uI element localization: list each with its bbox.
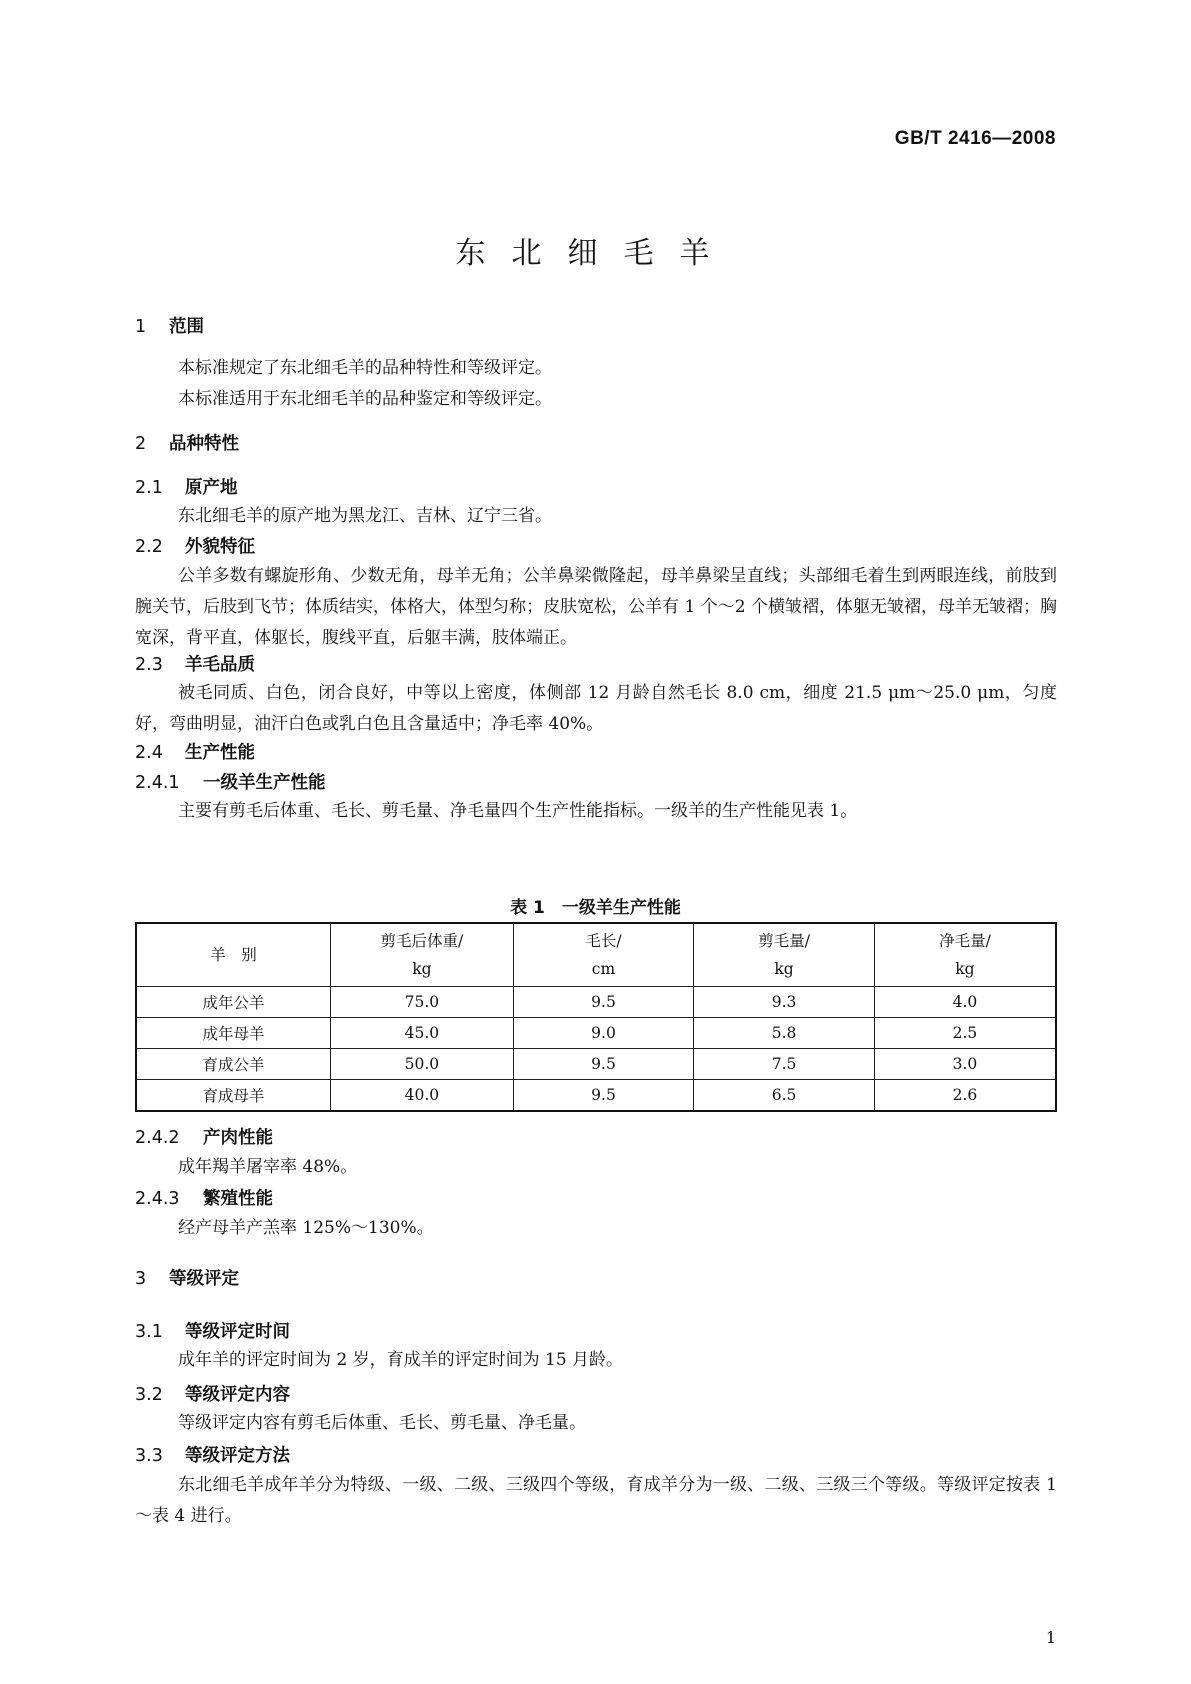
paragraph: 主要有剪毛后体重、毛长、剪毛量、净毛量四个生产性能指标。一级羊的生产性能见表 1。 xyxy=(178,801,858,821)
section-title: 原产地 xyxy=(185,478,238,498)
table-cell: 2.5 xyxy=(874,1018,1056,1049)
table-cell: 9.5 xyxy=(513,987,694,1018)
section-title: 等级评定内容 xyxy=(185,1385,290,1405)
table-cell: 3.0 xyxy=(874,1049,1056,1080)
section-2-4-2-heading xyxy=(135,1124,273,1149)
table-cell: 9.0 xyxy=(513,1018,694,1049)
page-number: 1 xyxy=(1045,1628,1056,1647)
section-number: 2 xyxy=(135,434,147,454)
table-cell: 6.5 xyxy=(694,1080,875,1112)
section-title: 范围 xyxy=(169,317,204,337)
paragraph: 成年羊的评定时间为 2 岁，育成羊的评定时间为 15 月龄。 xyxy=(178,1350,624,1370)
table-cell: 育成母羊 xyxy=(136,1080,331,1112)
section-number: 2.4.2 xyxy=(135,1128,180,1148)
section-title: 繁殖性能 xyxy=(203,1189,273,1209)
table-cell: 4.0 xyxy=(874,987,1056,1018)
table-cell: 7.5 xyxy=(694,1049,875,1080)
section-number: 2.2 xyxy=(135,537,163,557)
document-title: 东北细毛羊 xyxy=(455,236,736,271)
section-title: 品种特性 xyxy=(169,434,239,454)
section-2-4-heading xyxy=(135,739,255,764)
table-cell: 50.0 xyxy=(331,1049,514,1080)
table-caption: 表 1 一级羊生产性能 xyxy=(510,898,681,918)
paragraph: 成年羯羊屠宰率 48%。 xyxy=(178,1157,358,1177)
table-cell: 9.5 xyxy=(513,1049,694,1080)
section-number: 2.4.3 xyxy=(135,1189,180,1209)
table-row xyxy=(136,1080,1056,1112)
table-cell: 成年公羊 xyxy=(136,987,331,1018)
table-row xyxy=(136,1018,1056,1049)
section-number: 3.1 xyxy=(135,1322,163,1342)
table-cell: 育成公羊 xyxy=(136,1049,331,1080)
section-2-2-heading xyxy=(135,533,255,558)
header-cell: 羊 别 xyxy=(136,923,331,987)
section-3-3-heading xyxy=(135,1442,290,1467)
section-number: 3.2 xyxy=(135,1385,163,1405)
header-cell: 剪毛量/ kg xyxy=(694,923,875,987)
paragraph: 经产母羊产羔率 125%～130%。 xyxy=(178,1218,434,1238)
section-number: 2.4.1 xyxy=(135,773,180,793)
paragraph: 等级评定内容有剪毛后体重、毛长、剪毛量、净毛量。 xyxy=(178,1413,586,1433)
section-title: 一级羊生产性能 xyxy=(203,773,326,793)
section-title: 等级评定时间 xyxy=(185,1322,290,1342)
table-row xyxy=(136,1049,1056,1080)
header-cell: 净毛量/ kg xyxy=(874,923,1056,987)
section-title: 羊毛品质 xyxy=(185,655,255,675)
paragraph: 公羊多数有螺旋形角、少数无角，母羊无角；公羊鼻梁微隆起，母羊鼻梁呈直线；头部细毛着生到两眼连线，前肢到腕关节，后肢到飞节；体质结实，体格大，体型匀称；皮肤宽松，公羊有 1 个～2 个横皱褶，体躯无皱褶，母羊无皱褶；胸宽深，背平直，体躯长，腹线平直，后躯丰满，肢体端正。 xyxy=(135,566,1057,648)
table-header-row xyxy=(136,923,1056,987)
header-cell: 毛长/ cm xyxy=(513,923,694,987)
paragraph: 本标准规定了东北细毛羊的品种特性和等级评定。 xyxy=(178,358,552,378)
table-cell: 5.8 xyxy=(694,1018,875,1049)
section-number: 2.4 xyxy=(135,743,163,763)
paragraph: 东北细毛羊成年羊分为特级、一级、二级、三级四个等级，育成羊分为一级、二级、三级三个等级。等级评定按表 1～表 4 进行。 xyxy=(135,1475,1057,1526)
table-cell: 9.3 xyxy=(694,987,875,1018)
section-number: 1 xyxy=(135,317,147,337)
section-title: 等级评定 xyxy=(169,1269,239,1289)
section-number: 3 xyxy=(135,1269,147,1289)
section-1-heading xyxy=(135,313,204,338)
table-cell: 9.5 xyxy=(513,1080,694,1112)
header-cell: 剪毛后体重/ kg xyxy=(331,923,514,987)
table-cell: 75.0 xyxy=(331,987,514,1018)
section-number: 2.1 xyxy=(135,478,163,498)
section-2-4-1-heading xyxy=(135,769,326,794)
table-cell: 成年母羊 xyxy=(136,1018,331,1049)
table-1 xyxy=(135,922,1057,1112)
section-number: 3.3 xyxy=(135,1446,163,1466)
section-number: 2.3 xyxy=(135,655,163,675)
table-cell: 45.0 xyxy=(331,1018,514,1049)
paragraph: 本标准适用于东北细毛羊的品种鉴定和等级评定。 xyxy=(178,389,552,409)
section-2-4-3-heading xyxy=(135,1185,273,1210)
paragraph: 东北细毛羊的原产地为黑龙江、吉林、辽宁三省。 xyxy=(178,506,552,526)
section-title: 外貌特征 xyxy=(185,537,255,557)
table-cell: 40.0 xyxy=(331,1080,514,1112)
table-cell: 2.6 xyxy=(874,1080,1056,1112)
section-2-3-heading xyxy=(135,651,255,676)
table-row xyxy=(136,987,1056,1018)
section-3-2-heading xyxy=(135,1381,290,1406)
standard-code: GB/T 2416—2008 xyxy=(894,128,1056,149)
section-2-heading xyxy=(135,430,239,455)
section-3-heading xyxy=(135,1265,239,1290)
paragraph: 被毛同质、白色，闭合良好，中等以上密度，体侧部 12 月龄自然毛长 8.0 cm，细度 21.5 μm～25.0 μm，匀度好，弯曲明显，油汗白色或乳白色且含量适中；净毛率 40%。 xyxy=(135,683,1057,734)
section-title: 产肉性能 xyxy=(203,1128,273,1148)
section-2-1-heading xyxy=(135,474,238,499)
section-3-1-heading xyxy=(135,1318,290,1343)
section-title: 生产性能 xyxy=(185,743,255,763)
section-title: 等级评定方法 xyxy=(185,1446,290,1466)
